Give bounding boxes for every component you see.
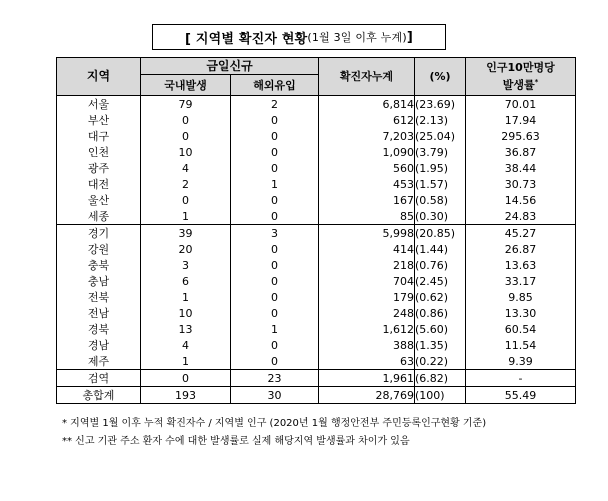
domestic-cell: 13 bbox=[141, 321, 231, 337]
rate-cell: 13.63 bbox=[466, 257, 576, 273]
domestic-cell: 6 bbox=[141, 273, 231, 289]
region-cell: 전남 bbox=[57, 305, 141, 321]
percent-cell: (1.95) bbox=[415, 160, 466, 176]
region-cases-table bbox=[56, 57, 576, 404]
table-row bbox=[57, 337, 576, 353]
domestic-cell: 0 bbox=[141, 370, 231, 387]
overseas-cell: 0 bbox=[231, 208, 319, 225]
table-row bbox=[57, 112, 576, 128]
cumulative-cell: 179 bbox=[319, 289, 415, 305]
cumulative-cell: 704 bbox=[319, 273, 415, 289]
overseas-cell: 0 bbox=[231, 289, 319, 305]
table-row bbox=[57, 257, 576, 273]
overseas-cell: 0 bbox=[231, 128, 319, 144]
percent-cell: (0.30) bbox=[415, 208, 466, 225]
percent-cell: (3.79) bbox=[415, 144, 466, 160]
table-row bbox=[57, 241, 576, 257]
header-region: 지역 bbox=[57, 58, 141, 96]
overseas-cell: 0 bbox=[231, 337, 319, 353]
region-cell: 대구 bbox=[57, 128, 141, 144]
header-rate-line2-wrap bbox=[466, 75, 575, 93]
region-cell: 검역 bbox=[57, 370, 141, 387]
rate-cell: 26.87 bbox=[466, 241, 576, 257]
domestic-cell: 3 bbox=[141, 257, 231, 273]
rate-cell: 24.83 bbox=[466, 208, 576, 225]
region-cell: 울산 bbox=[57, 192, 141, 208]
percent-cell: (2.45) bbox=[415, 273, 466, 289]
region-cell: 전북 bbox=[57, 289, 141, 305]
overseas-cell: 0 bbox=[231, 353, 319, 370]
percent-cell: (1.57) bbox=[415, 176, 466, 192]
domestic-cell: 39 bbox=[141, 225, 231, 242]
region-cell: 인천 bbox=[57, 144, 141, 160]
cumulative-cell: 7,203 bbox=[319, 128, 415, 144]
region-cell: 제주 bbox=[57, 353, 141, 370]
total-cumulative-cell: 28,769 bbox=[319, 387, 415, 404]
total-region-cell: 총합계 bbox=[57, 387, 141, 404]
total-rate-cell: 55.49 bbox=[466, 387, 576, 404]
overseas-cell: 23 bbox=[231, 370, 319, 387]
cumulative-cell: 248 bbox=[319, 305, 415, 321]
header-domestic: 국내발생 bbox=[141, 75, 231, 96]
table-row bbox=[57, 208, 576, 225]
region-cell: 세종 bbox=[57, 208, 141, 225]
cumulative-cell: 453 bbox=[319, 176, 415, 192]
footnotes bbox=[62, 415, 486, 451]
rate-cell: 17.94 bbox=[466, 112, 576, 128]
title-sub: (1월 3일 이후 누계) bbox=[307, 31, 407, 44]
domestic-cell: 0 bbox=[141, 112, 231, 128]
percent-cell: (0.86) bbox=[415, 305, 466, 321]
cumulative-cell: 1,961 bbox=[319, 370, 415, 387]
percent-cell: (1.44) bbox=[415, 241, 466, 257]
percent-cell: (0.62) bbox=[415, 289, 466, 305]
overseas-cell: 2 bbox=[231, 96, 319, 113]
cumulative-cell: 85 bbox=[319, 208, 415, 225]
percent-cell: (20.85) bbox=[415, 225, 466, 242]
rate-cell: 295.63 bbox=[466, 128, 576, 144]
overseas-cell: 0 bbox=[231, 112, 319, 128]
cumulative-cell: 1,090 bbox=[319, 144, 415, 160]
rate-cell: - bbox=[466, 370, 576, 387]
cumulative-cell: 218 bbox=[319, 257, 415, 273]
percent-cell: (1.35) bbox=[415, 337, 466, 353]
percent-cell: (2.13) bbox=[415, 112, 466, 128]
rate-cell: 13.30 bbox=[466, 305, 576, 321]
cumulative-cell: 63 bbox=[319, 353, 415, 370]
region-cell: 강원 bbox=[57, 241, 141, 257]
total-row bbox=[57, 387, 576, 404]
domestic-cell: 1 bbox=[141, 353, 231, 370]
table-row bbox=[57, 289, 576, 305]
table-row bbox=[57, 321, 576, 337]
header-rate-line2: 발생률 bbox=[502, 78, 535, 92]
table-row bbox=[57, 192, 576, 208]
table-title bbox=[152, 24, 446, 50]
title-main: [ 지역별 확진자 현황 bbox=[185, 31, 308, 47]
cumulative-cell: 414 bbox=[319, 241, 415, 257]
region-cell: 광주 bbox=[57, 160, 141, 176]
header-percent: (%) bbox=[415, 58, 466, 96]
header-rate-line1: 인구10만명당 bbox=[486, 61, 555, 75]
domestic-cell: 0 bbox=[141, 192, 231, 208]
domestic-cell: 20 bbox=[141, 241, 231, 257]
percent-cell: (0.76) bbox=[415, 257, 466, 273]
header-today-new: 금일신규 bbox=[141, 58, 319, 75]
overseas-cell: 0 bbox=[231, 160, 319, 176]
rate-cell: 45.27 bbox=[466, 225, 576, 242]
table-row bbox=[57, 305, 576, 321]
percent-cell: (23.69) bbox=[415, 96, 466, 113]
rate-cell: 36.87 bbox=[466, 144, 576, 160]
region-cell: 경북 bbox=[57, 321, 141, 337]
percent-cell: (6.82) bbox=[415, 370, 466, 387]
overseas-cell: 0 bbox=[231, 192, 319, 208]
cumulative-cell: 1,612 bbox=[319, 321, 415, 337]
region-cell: 충북 bbox=[57, 257, 141, 273]
cumulative-cell: 6,814 bbox=[319, 96, 415, 113]
rate-cell: 9.39 bbox=[466, 353, 576, 370]
region-cell: 충남 bbox=[57, 273, 141, 289]
rate-cell: 30.73 bbox=[466, 176, 576, 192]
percent-cell: (0.22) bbox=[415, 353, 466, 370]
header-rate-mark: * bbox=[534, 78, 539, 87]
cumulative-cell: 388 bbox=[319, 337, 415, 353]
domestic-cell: 0 bbox=[141, 128, 231, 144]
table-row bbox=[57, 176, 576, 192]
region-cell: 경기 bbox=[57, 225, 141, 242]
region-cell: 경남 bbox=[57, 337, 141, 353]
header-overseas: 해외유입 bbox=[231, 75, 319, 96]
table-row bbox=[57, 225, 576, 242]
domestic-cell: 1 bbox=[141, 208, 231, 225]
table-row bbox=[57, 144, 576, 160]
overseas-cell: 0 bbox=[231, 257, 319, 273]
table-body bbox=[57, 96, 576, 404]
overseas-cell: 1 bbox=[231, 321, 319, 337]
cumulative-cell: 167 bbox=[319, 192, 415, 208]
domestic-cell: 4 bbox=[141, 160, 231, 176]
domestic-cell: 79 bbox=[141, 96, 231, 113]
table-row bbox=[57, 273, 576, 289]
table-row bbox=[57, 370, 576, 387]
total-percent-cell: (100) bbox=[415, 387, 466, 404]
table-row bbox=[57, 96, 576, 113]
rate-cell: 38.44 bbox=[466, 160, 576, 176]
title-close: ] bbox=[406, 29, 413, 45]
footnote-2: ** 신고 기관 주소 환자 수에 대한 발생률로 실제 해당지역 발생률과 차이가 있음 bbox=[62, 436, 410, 447]
domestic-cell: 10 bbox=[141, 305, 231, 321]
rate-cell: 60.54 bbox=[466, 321, 576, 337]
total-domestic-cell: 193 bbox=[141, 387, 231, 404]
domestic-cell: 1 bbox=[141, 289, 231, 305]
rate-cell: 11.54 bbox=[466, 337, 576, 353]
total-overseas-cell: 30 bbox=[231, 387, 319, 404]
domestic-cell: 4 bbox=[141, 337, 231, 353]
percent-cell: (25.04) bbox=[415, 128, 466, 144]
cumulative-cell: 5,998 bbox=[319, 225, 415, 242]
region-cell: 부산 bbox=[57, 112, 141, 128]
table-row bbox=[57, 353, 576, 370]
header-cumulative: 확진자누계 bbox=[319, 58, 415, 96]
overseas-cell: 0 bbox=[231, 273, 319, 289]
overseas-cell: 0 bbox=[231, 241, 319, 257]
footnote-1: * 지역별 1월 이후 누적 확진자수 / 지역별 인구 (2020년 1월 행정안전부 주민등록인구현황 기준) bbox=[62, 418, 487, 429]
table-row bbox=[57, 160, 576, 176]
region-cell: 대전 bbox=[57, 176, 141, 192]
rate-cell: 14.56 bbox=[466, 192, 576, 208]
domestic-cell: 10 bbox=[141, 144, 231, 160]
domestic-cell: 2 bbox=[141, 176, 231, 192]
overseas-cell: 0 bbox=[231, 305, 319, 321]
region-cell: 서울 bbox=[57, 96, 141, 113]
percent-cell: (5.60) bbox=[415, 321, 466, 337]
overseas-cell: 0 bbox=[231, 144, 319, 160]
rate-cell: 33.17 bbox=[466, 273, 576, 289]
overseas-cell: 1 bbox=[231, 176, 319, 192]
header-rate bbox=[466, 58, 576, 96]
overseas-cell: 3 bbox=[231, 225, 319, 242]
rate-cell: 70.01 bbox=[466, 96, 576, 113]
cumulative-cell: 560 bbox=[319, 160, 415, 176]
rate-cell: 9.85 bbox=[466, 289, 576, 305]
percent-cell: (0.58) bbox=[415, 192, 466, 208]
table-row bbox=[57, 128, 576, 144]
cumulative-cell: 612 bbox=[319, 112, 415, 128]
